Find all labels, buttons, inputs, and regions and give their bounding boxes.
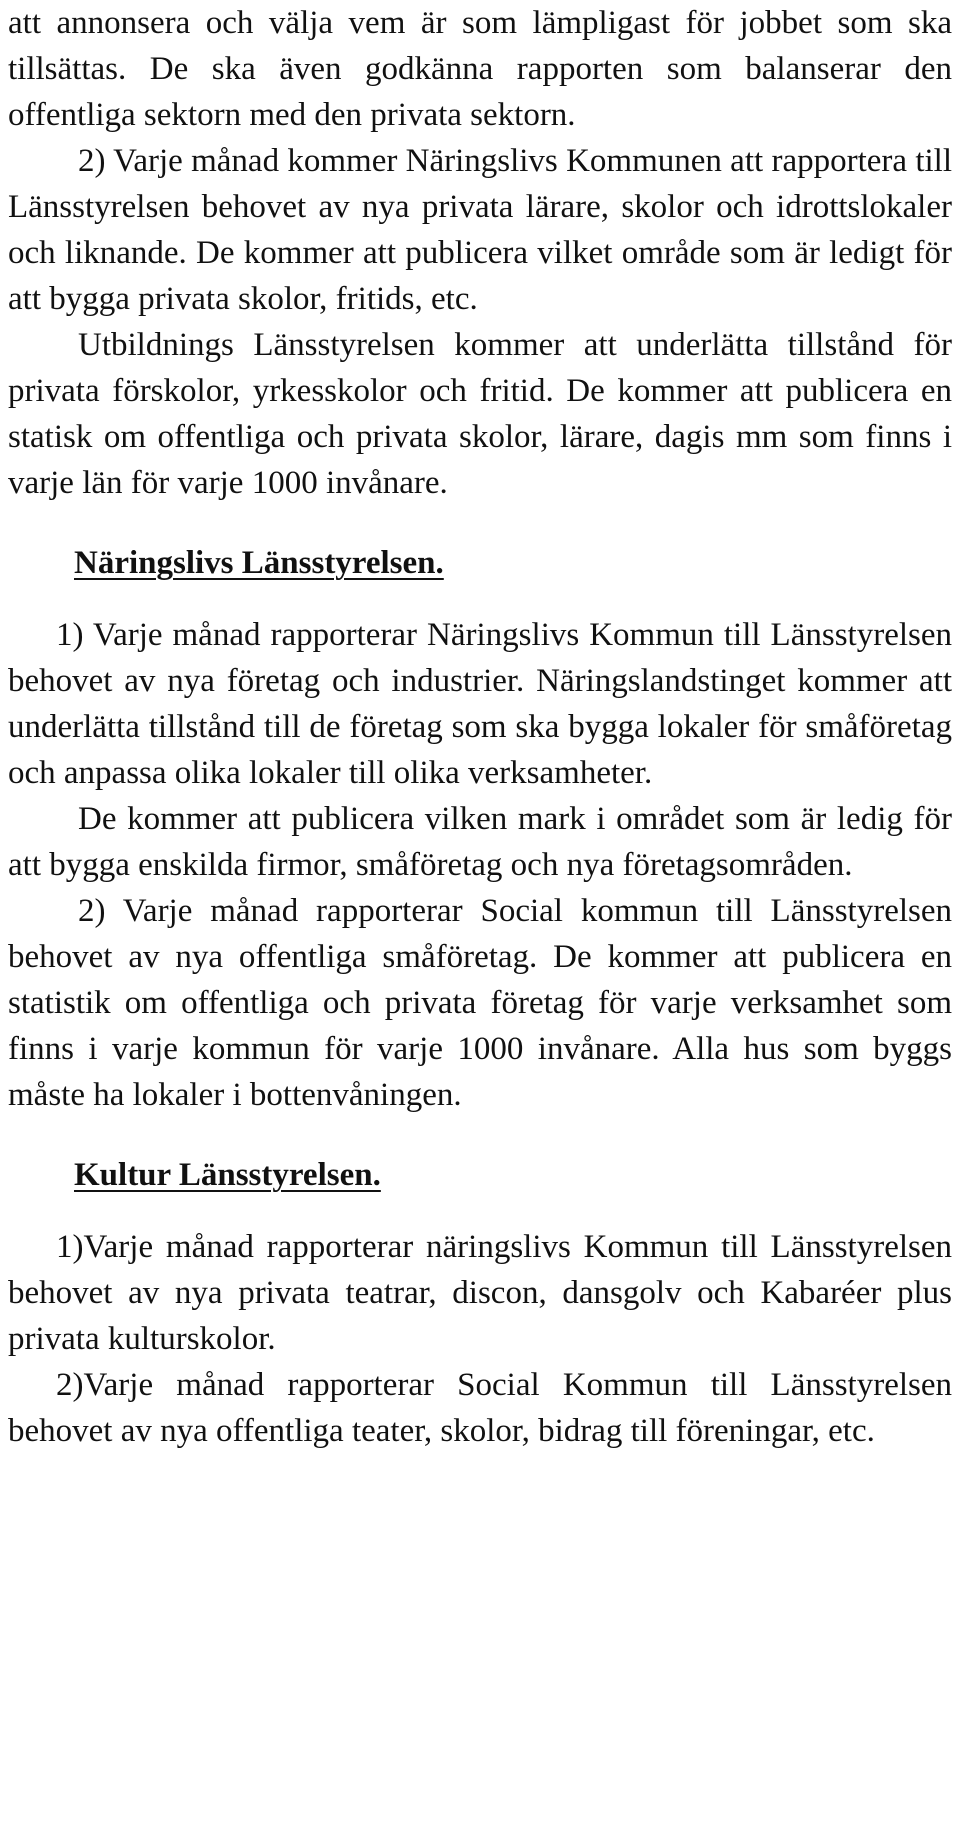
kultur-paragraph-1: 1)Varje månad rapporterar näringslivs Kommun till Länsstyrelsen behovet av nya privata teatrar, discon, dansgolv och Kabaréer plus privata kulturskolor. (8, 1229, 952, 1357)
naringsliv-paragraph-3: 2) Varje månad rapporterar Social kommun till Länsstyrelsen behovet av nya offentliga småföretag. De kommer att publicera en statistik om offentliga och privata företag för varje verksamhet som finns i varje kommun för varje 1000 invånare. Alla hus som byggs måste ha lokaler i bottenvåningen. (8, 893, 952, 1113)
kultur-paragraph-2: 2)Varje månad rapporterar Social Kommun till Länsstyrelsen behovet av nya offentliga teater, skolor, bidrag till föreningar, etc. (8, 1367, 952, 1449)
naringsliv-paragraph-1: 1) Varje månad rapporterar Näringslivs Kommun till Länsstyrelsen behovet av nya företag och industrier. Näringslandstinget kommer att underlätta tillstånd till de företag som ska bygga lokaler för småföretag och anpassa olika lokaler till olika verksamheter. (8, 617, 952, 791)
naringsliv-heading: Näringslivs Länsstyrelsen. (74, 545, 444, 581)
intro-paragraph-2: 2) Varje månad kommer Näringslivs Kommunen att rapportera till Länsstyrelsen behovet av nya privata lärare, skolor och idrottslokaler och liknande. De kommer att publicera vilket område som är ledigt för att bygga privata skolor, fritids, etc. (8, 143, 952, 317)
intro-paragraph-1: att annonsera och välja vem är som lämpligast för jobbet som ska tillsättas. De ska även godkänna rapporten som balanserar den offentliga sektorn med den privata sektorn. (8, 5, 952, 133)
intro-paragraph-3: Utbildnings Länsstyrelsen kommer att underlätta tillstånd för privata förskolor, yrkesskolor och fritid. De kommer att publicera en statisk om offentliga och privata skolor, lärare, dagis mm som finns i varje län för varje 1000 invånare. (8, 327, 952, 501)
naringsliv-paragraph-2: De kommer att publicera vilken mark i området som är ledig för att bygga enskilda firmor, småföretag och nya företagsområden. (8, 801, 952, 883)
kultur-heading: Kultur Länsstyrelsen. (74, 1157, 381, 1193)
